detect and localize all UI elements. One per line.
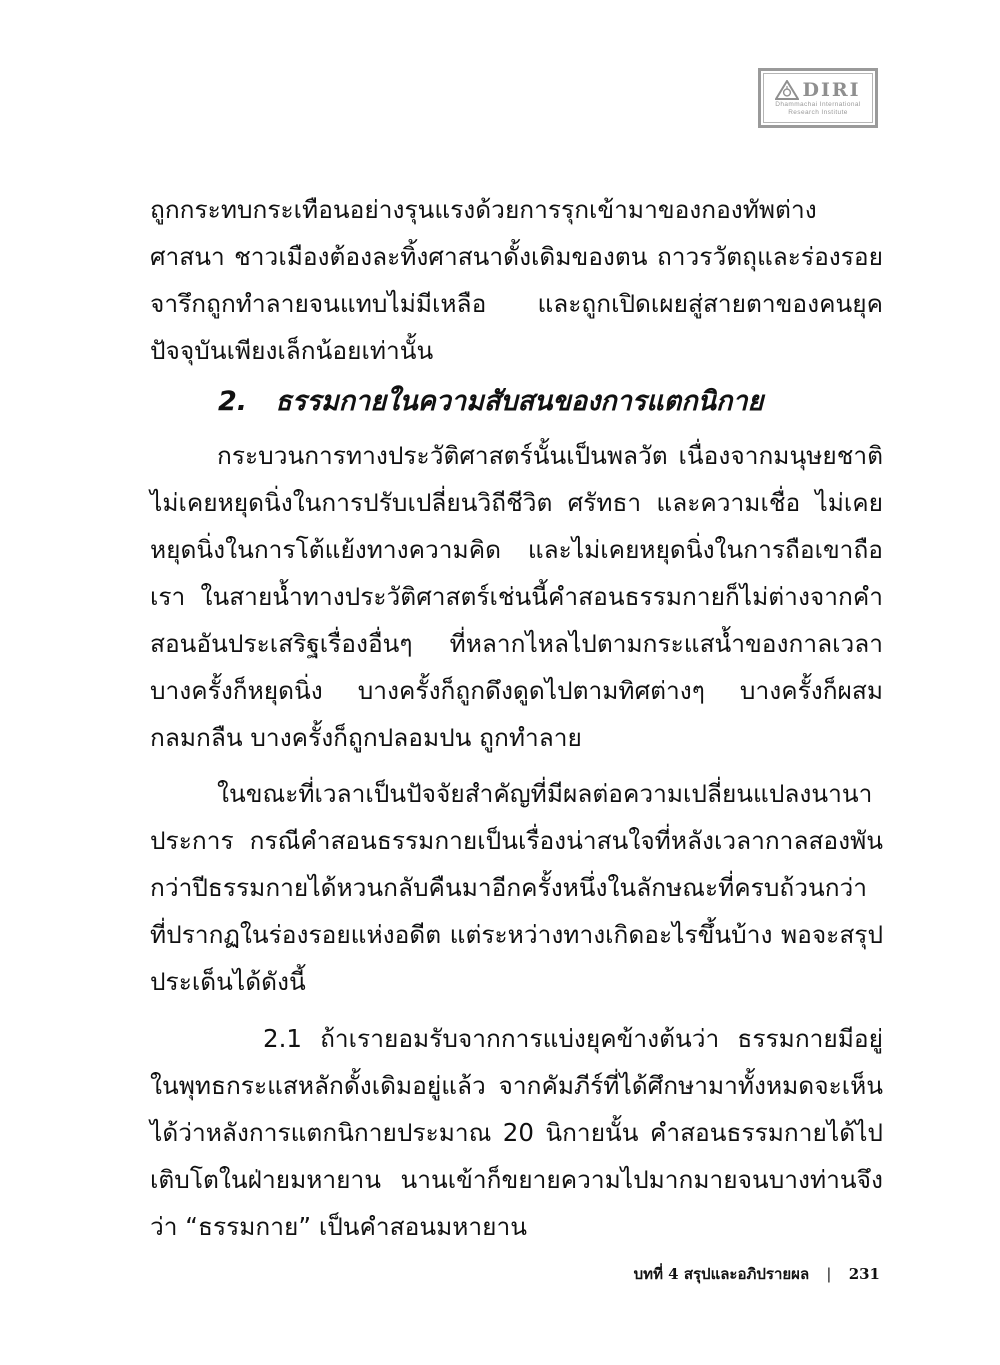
paragraph-time: ในขณะที่เวลาเป็นปัจจัยสำคัญที่มีผลต่อความเปลี่ยนแปลงนานาประการ กรณีคำสอนธรรมกายเป็นเรื่องน่าสนใจที่หลังเวลากาลสองพันกว่าปีธรรมกายได้หวนกลับคืนมาอีกครั้งหนึ่งในลักษณะที่ครบถ้วนกว่าที่ปรากฏในร่องรอยแห่งอดีต แต่ระหว่างทางเกิดอะไรขึ้นบ้าง พอจะสรุปประเด็นได้ดังนี้ bbox=[150, 779, 883, 996]
triangle-emblem-icon bbox=[775, 80, 799, 100]
paragraph-history: กระบวนการทางประวัติศาสตร์นั้นเป็นพลวัต เนื่องจากมนุษยชาติไม่เคยหยุดนิ่งในการปรับเปลี่ยนวิถีชีวิต ศรัทธา และความเชื่อ ไม่เคยหยุดนิ่งในการโต้แย้งทางความคิด และไม่เคยหยุดนิ่งในการถือเขาถือเรา ในสายน้ำทางประวัติศาสตร์เช่นนี้คำสอนธรรมกายก็ไม่ต่างจากคำสอนอันประเสริฐเรื่องอื่นๆ ที่หลากไหลไปตามกระแสน้ำของกาลเวลา บางครั้งก็หยุดนิ่ง บางครั้งก็ถูกดึงดูดไปตามทิศต่างๆ บางครั้งก็ผสมกลมกลืน บางครั้งก็ถูกปลอมปน ถูกทำลาย bbox=[150, 441, 883, 752]
logo-subtitle-line1: Dhammachai International bbox=[775, 101, 861, 108]
logo-top-row bbox=[775, 79, 860, 101]
footer-separator: | bbox=[826, 1265, 832, 1283]
diri-logo bbox=[758, 68, 878, 128]
footer-chapter: บทที่ 4 สรุปและอภิปรายผล bbox=[633, 1265, 810, 1283]
logo-frame bbox=[763, 73, 873, 123]
logo-name: DIRI bbox=[802, 79, 861, 101]
section-title: ธรรมกายในความสับสนของการแตกนิกาย bbox=[275, 386, 764, 417]
paragraph-2-1: 2.1 ถ้าเรายอมรับจากการแบ่งยุคข้างต้นว่า ธรรมกายมีอยู่ในพุทธกระแสหลักดั้งเดิมอยู่แล้ว จากคัมภีร์ที่ได้ศึกษามาทั้งหมดจะเห็นได้ว่าหลังการแตกนิกายประมาณ 20 นิกายนั้น คำสอนธรรมกายได้ไปเติบโตในฝ่ายมหายาน นานเข้าก็ขยายความไปมากมายจนบางท่านจึงว่า “ธรรมกาย” เป็นคำสอนมหายาน bbox=[150, 1024, 883, 1241]
section-heading bbox=[150, 382, 883, 422]
page-footer bbox=[634, 1262, 880, 1286]
page-body bbox=[150, 186, 883, 1250]
page-number: 231 bbox=[848, 1265, 880, 1283]
section-number: 2. bbox=[218, 386, 248, 417]
logo-subtitle-line2: Research Institute bbox=[788, 109, 848, 116]
paragraph-intro: ถูกกระทบกระเทือนอย่างรุนแรงด้วยการรุกเข้ามาของกองทัพต่างศาสนา ชาวเมืองต้องละทิ้งศาสนาดั้งเดิมของตน ถาวรวัตถุและร่องรอยจารึกถูกทำลายจนแทบไม่มีเหลือ และถูกเปิดเผยสู่สายตาของคนยุคปัจจุบันเพียงเล็กน้อยเท่านั้น bbox=[150, 195, 883, 365]
